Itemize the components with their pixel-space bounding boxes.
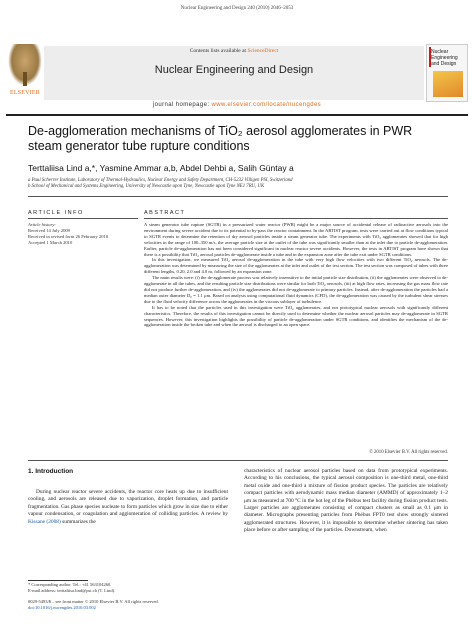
- intro-right-column: [244, 468, 448, 535]
- abstract-paragraph-3: The main results were: (i) the de-agglomerate process was relatively insensitive to the initial particle size distribution, (ii) the agglomerates were observed to de-agglomerate in all the tubes, and the resulting particle size distributions were similar for both TiO₂ aerosols, (iii) at high flow rates, increasing the gas mass flow rate did not produce further de-agglomeration, and (iv) the agglomerates did not de-agglomerate to primary particles. Instead, after de-agglomeration the particles had a median outer diameter D₀ = 1.1 μm. Based on analysis using computational fluid dynamics (CFD), the de-agglomeration was caused by the turbulent shear stresses due to the fluid velocity difference across the agglomerates in the viscous sublayer of turbulence.: [144, 275, 448, 304]
- affiliation-b: b School of Mechanical and Systems Engineering, University of Newcastle upon Tyne, Newcastle upon Tyne NE1 7RU, UK: [28, 184, 265, 189]
- article-info-divider: [28, 218, 138, 219]
- article-history: [28, 222, 138, 246]
- revised-date: Received in revised form 26 February 2010: [28, 234, 109, 239]
- introduction-heading: 1. Introduction: [28, 468, 74, 475]
- homepage-prefix: journal homepage:: [152, 102, 210, 108]
- abstract-divider: [144, 218, 448, 219]
- article-info-heading: ARTICLE INFO: [28, 210, 84, 216]
- doi-link[interactable]: doi:10.1016/j.nucengdes.2010.03.002: [28, 605, 96, 610]
- intro-left-column: [28, 468, 228, 526]
- elsevier-wordmark: ELSEVIER: [10, 90, 40, 96]
- sciencedirect-link[interactable]: ScienceDirect: [247, 48, 279, 54]
- received-date: Received 14 July 2009: [28, 228, 70, 233]
- history-label: Article history:: [28, 222, 56, 227]
- abstract-heading: ABSTRACT: [144, 210, 186, 216]
- affiliation-divider: [28, 196, 448, 197]
- journal-reference: Nuclear Engineering and Design 240 (2010) 2046–2053: [180, 6, 294, 11]
- email-note: E-mail address: terttaliisa.lind@psi.ch (T. Lind).: [28, 588, 116, 593]
- abstract-body: [144, 222, 448, 328]
- kissane-reference-link[interactable]: Kissane (2008): [28, 518, 61, 525]
- cover-title: Nuclear Engineering and Design: [431, 49, 458, 67]
- elsevier-tree-trunk: [23, 72, 27, 86]
- footnote-divider: [28, 580, 88, 581]
- abstract-end-divider: [28, 460, 448, 461]
- issn-line: 0029-5493/$ – see front matter © 2010 Elsevier B.V. All rights reserved.: [28, 599, 159, 604]
- cover-art-image: [433, 71, 463, 97]
- journal-title: Nuclear Engineering and Design: [154, 64, 314, 76]
- article-authors: Terttaliisa Lind a,*, Yasmine Ammar a,b, Abdel Dehbi a, Salih Güntay a: [28, 163, 294, 173]
- intro-paragraph-left: [28, 489, 228, 526]
- contents-line: [44, 48, 424, 54]
- intro-text-after-ref: summarizes the: [60, 518, 96, 525]
- abstract-paragraph-2: In this investigation, we measured TiO₂ aerosol de-agglomeration in the tube with very high flow velocities with two different TiO₂ aerosols. The de-agglomeration was determined by measuring the size of the agglomerates at the inlet and outlet of the test section. The test section was composed of tubes with three different lengths, 0.20, 2.0 and 4.0 m, followed by an expansion zone.: [144, 257, 448, 275]
- abstract-paragraph-4: It has to be noted that the particles used in this investigation were TiO₂ agglomerates, and not prototypical nuclear aerosols with significantly different characteristics. Therefore, the results of this investigation cannot be directly used to determine whether the nuclear aerosol particles may de-agglomerate in SGTR sequences. However, this investigation highlights the possibility of particle de-agglomeration under SGTR conditions, and identifies the mechanism of the de-agglomeration inside the broken tube and when the aerosol is discharged to an open space.: [144, 304, 448, 328]
- elsevier-logo: [6, 44, 44, 102]
- journal-homepage: [6, 102, 468, 108]
- journal-cover-thumbnail: [426, 44, 468, 102]
- homepage-url-link[interactable]: www.elsevier.com/locate/nucengdes: [211, 102, 322, 108]
- contents-prefix: Contents lists available at: [189, 48, 247, 54]
- header-divider: [6, 114, 468, 116]
- accepted-date: Accepted 1 March 2010: [28, 240, 73, 245]
- abstract-paragraph-1: A steam generator tube rupture (SGTR) in a pressurized water reactor (PWR) might be a major source of accidental release of radioactive aerosols into the environment during severe accident due to its potential to by-pass the reactor containment. In the ARTIST program, tests were carried out at flow conditions typical to SGTR events to determine the retention of dry aerosol particles inside a steam generator tube. The experiments with TiO₂ agglomerates showed that for high velocities in the range of 100–350 m/s, the average particle size at the outlet of the tube was significantly smaller than at the inlet due to particle de-agglomeration. Earlier, particle de-agglomeration has not been considered significant in nuclear reactor severe accidents. However, the tests in ARTIST program have shown that there is a possibility that TiO₂ aerosol particles de-agglomerate inside a tube and in the expansion zone after the tube exit under SGTR conditions.: [144, 222, 448, 257]
- corresponding-author-note: * Corresponding author. Tel.: +41 563104260.: [28, 582, 112, 587]
- affiliation-a: a Paul Scherrer Institute, Laboratory of Thermal-Hydraulics, Nuclear Energy and Safety Department, CH-5232 Villigen PSI, Switzerland: [28, 178, 293, 183]
- article-title: De-agglomeration mechanisms of TiO₂ aerosol agglomerates in PWR steam generator tube rupture conditions: [28, 124, 413, 153]
- intro-text-before-ref: During nuclear reactor severe accidents, the reactor core heats up due to insufficient cooling, and aerosols are released due to vaporization, droplet formation, and particle fragmentation. Gas phase species nucleate to form particles which grow in size due to either vapour condensation, or coagulation and agglomeration of colliding particles. A review by: [28, 489, 228, 518]
- intro-paragraph-right: characteristics of nuclear aerosol particles based on data from prototypical experiments. According to his conclusions, the typical aerosol composition is one-third metal, one-third metal oxide and one-third a mixture of fission product species. The particles are relatively compact particles with aerodynamic mass median diameter (AMMD) of approximately 1–2 μm as measured at 700 °C in the hot leg of the Phébus test facility during fission product tests. Larger particles are agglomerates consisting of compact clusters as small as 0.1 μm in diameter. Micrographs presenting particles from Phébus FPT0 test show strongly sintered agglomerated structures. However, it is impossible to determine whether sintering has taken place before or after sampling of the particles. Downstream, when: [244, 468, 448, 534]
- abstract-copyright: © 2010 Elsevier B.V. All rights reserved.: [369, 450, 448, 455]
